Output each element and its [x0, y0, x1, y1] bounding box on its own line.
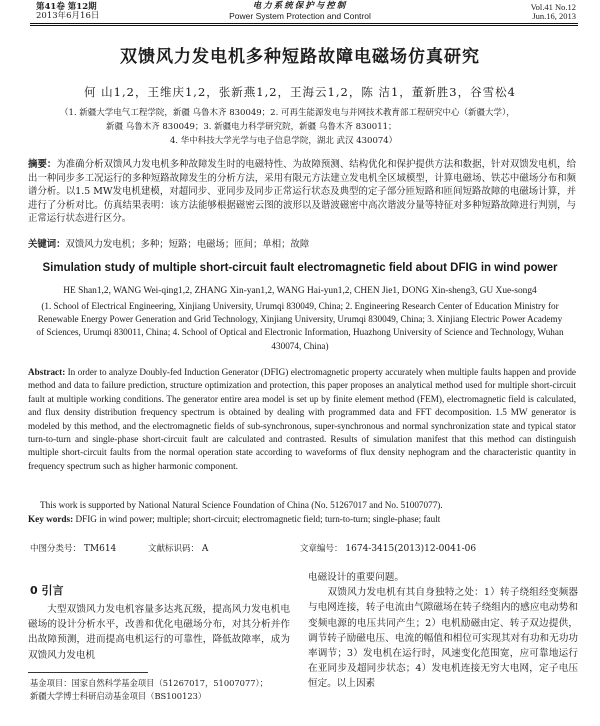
abstract-cn [28, 158, 576, 226]
paper-title-en: Simulation study of multiple short-circuit fault electromagnetic field about DFIG in wind power [42, 262, 558, 274]
article-no-label: 文章编号： [300, 544, 343, 554]
header-journal-en: Power System Protection and Control [229, 11, 371, 21]
doc-code-label: 文献标识码： [148, 544, 200, 554]
keywords-en [28, 514, 440, 524]
header-volume-en: Vol.41 No.12 [530, 2, 576, 12]
clc-number [30, 542, 116, 554]
abstract-en-label: Abstract: [28, 367, 66, 377]
doc-code-value: A [201, 544, 209, 554]
keywords-cn-text: 双馈风力发电机；多种；短路；电磁场；匝间；单相；故障 [65, 239, 310, 250]
section-number: 0 [30, 584, 38, 597]
header-date-cn: 2013年6月16日 [36, 11, 100, 21]
affiliation-cn-line-2: 新疆 乌鲁木齐 830049；3. 新疆电力科学研究院，新疆 乌鲁木齐 830011； [106, 122, 397, 132]
keywords-cn-label: 关键词： [28, 239, 66, 250]
funding-en: This work is supported by National Natural Science Foundation of China (No. 51267017 and No. 51007077). [40, 500, 443, 510]
article-no-value: 1674-3415(2013)12-0041-06 [345, 544, 477, 554]
body-text-left-column: 大型双馈风力发电机容量多达兆瓦级，提高风力发电机电磁场的设计分析水平，改善和优化电磁场分布，对其分析并作出故障预测，进而提高电机运行的可靠性，降低故障率，成为双馈风力发电机 [28, 604, 290, 661]
keywords-cn [28, 236, 309, 250]
abstract-cn-text: 为准确分析双馈风力发电机多种故障发生时的电磁特性、为故障预测、结构优化和保护提供方法和数据，针对双馈发电机，给出一种同步多工况运行的多种短路故障发生的分析方法，采用有限元方法建立发电机全区域模型，计算电磁场、铁芯中磁场分布和频谱分析。以1.5 MW发电机建模，对超同步、亚同步及同步正常运行状态及典型的定子部分匝短路和匝间短路故障的电磁场计算，并进行了分析对比。仿真结果表明：该方法能够根据磁密云图的波形以及谐波磁密中高次谐波分量等特征对多种短路故障进行判别，与正常运行状态进行区分。 [28, 159, 576, 225]
keywords-en-label: Key words: [28, 514, 74, 524]
header-date-en: Jun.16, 2013 [532, 11, 576, 21]
affiliation-cn-line-3: 4. 华中科技大学光学与电子信息学院，湖北 武汉 430074） [170, 136, 398, 146]
footnote-funding-1: 基金项目：国家自然科学基金项目（51267017，51007077）； [30, 678, 268, 688]
abstract-en [28, 366, 576, 473]
header-rule-double [30, 25, 578, 26]
header-volume-cn: 第41卷 第12期 [36, 2, 97, 12]
paper-title-cn: 双馈风力发电机多种短路故障电磁场仿真研究 [120, 47, 480, 67]
header-rule [30, 23, 578, 24]
author-list-en: HE Shan1,2, WANG Wei-qing1,2, ZHANG Xin-yan1,2, WANG Hai-yun1,2, CHEN Jie1, DONG Xin-sheng3, GU Xue-song4 [63, 286, 537, 296]
affiliation-en: (1. School of Electrical Engineering, Xinjiang University, Urumqi 830049, China; 2. Engineering Research Center of Education Ministry for Renewable Energy Power Generation and Grid Technology, Xinjiang University, Urumqi 830049, China; 3. Xinjiang Electric Power Academy of Sciences, Urumqi 830011, China; 4. School of Optical and Electronic Information, Huazhong University of Science and Technology, Wuhan 430074, China) [36, 301, 564, 351]
keywords-en-text: DFIG in wind power; multiple; short-circuit; electromagnetic field; turn-to-turn; single-phase; fault [75, 514, 441, 524]
footnote-funding-2: 新疆大学博士科研启动基金项目（BS100123） [30, 691, 207, 701]
affiliation-cn-line-1: （1. 新疆大学电气工程学院，新疆 乌鲁木齐 830049；2. 可再生能源发电与并网技术教育部工程研究中心（新疆大学）， [60, 108, 515, 118]
clc-label: 中图分类号： [30, 544, 82, 554]
footnote-rule [28, 672, 148, 673]
body-text-right-column: 电磁设计的重要问题。 双馈风力发电机有其自身独特之处：1）转子绕组经变频器与电网连接，转子电流由气隙磁场在转子绕组内的感应电动势和变频电源的电压共同产生；2）电机励磁由定、转子双边提供，调节转子励磁电压、电流的幅值和相位可实现其对有功和无功功率调节；3）发电机在运行时，风速变化范围宽，应可靠地运行在亚同步及超同步状态；4）发电机连接无穷大电网，定子电压恒定。以上因素 [308, 572, 578, 690]
journal-header [0, 0, 600, 22]
document-code [148, 542, 208, 554]
article-number [300, 542, 476, 554]
abstract-en-text: In order to analyze Doubly-fed Induction Generator (DFIG) electromagnetic property accurately when multiple faults happen and provide method and data to failure prediction, structure optimization and protection, this paper proposes an analytical method used for multiple short-circuit fault at multiple working conditions. The generator entire area model is set up by finite element method (FEM), electromagnetic field is calculated, and flux density distribution frequency spectrum is obtained by dealing with programmed data and FFT decomposition. 1.5 MW generator is modeled by this method, and the electromagnetic fields of sub-synchronous, super-synchronous and normal synchronization state and typical stator turn-to-turn and single-phase short-circuit fault are calculated and contrasted. Results of simulation manifest that this method can distinguish multiple short-circuit faults from the normal operation state according to waveforms of flux density nephogram and the characteristic quantity in frequency spectrum such as higher harmonic component. [28, 367, 576, 471]
section-heading-introduction [30, 582, 64, 598]
author-list-cn: 何 山1,2，王维庆1,2，张新燕1,2，王海云1,2，陈 洁1，董新胜3，谷雪松4 [84, 85, 516, 99]
header-journal-cn: 电力系统保护与控制 [252, 1, 348, 11]
clc-value: TM614 [83, 544, 117, 554]
section-title: 引言 [41, 584, 64, 597]
abstract-cn-label: 摘要： [28, 159, 57, 170]
